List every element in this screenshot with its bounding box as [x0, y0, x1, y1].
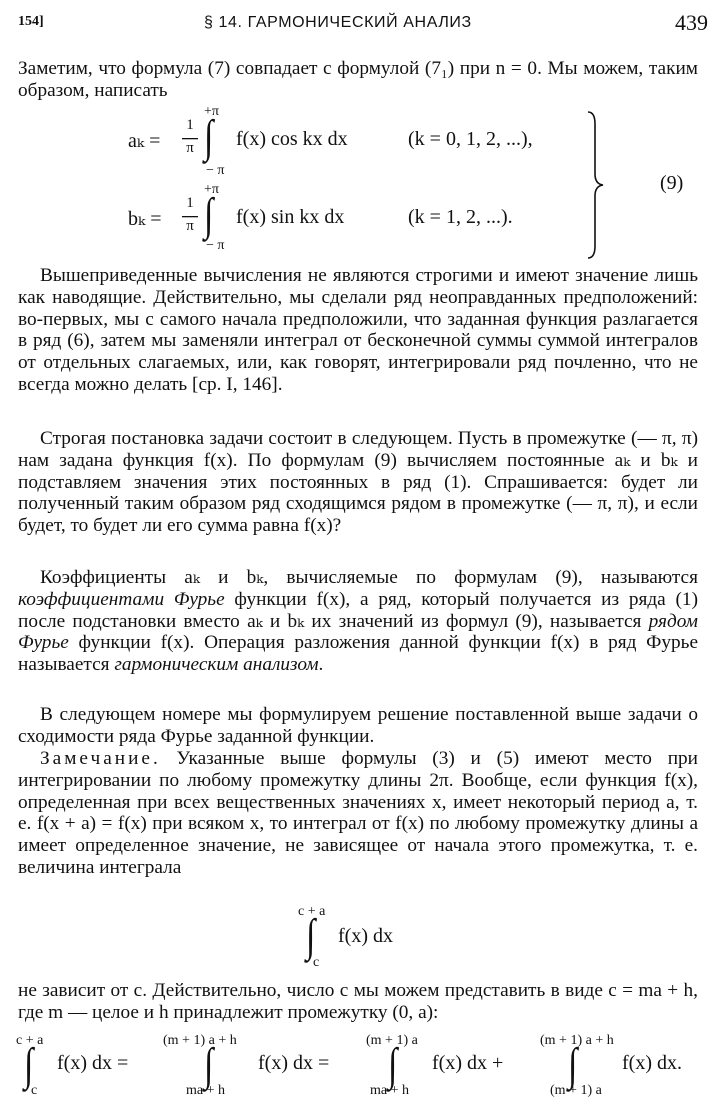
bk-integrand: f(x) sin kx dx	[236, 206, 345, 228]
def-text-3: функции f(x). Операция разложения данной функции f(x) в ряд Фурье называется	[18, 632, 698, 676]
remark-text: Указанные выше формулы (3) и (5) имеют место при интегрировании по любому промежутку длины 2π. Вообще, если функция f(x), определенная при всех вещественных значениях x, имеет некоторый период a, т. е. f(x + a) = f(x) при всяком x, то интеграл от f(x) по любому промежутку длины a имеет определенное значение, не зависящее от начала этого промежутка, т. е. величина интеграла	[18, 748, 698, 878]
paragraph-decomposition: не зависит от c. Действительно, число c мы можем представить в виде c = ma + h, где m — целое и h принадлежит промежутку (0, a):	[18, 980, 698, 1023]
single-integrand: f(x) dx	[338, 925, 393, 947]
i1-integral-sign: ∫	[24, 1040, 34, 1091]
ak-integral-sign: ∫	[204, 112, 214, 163]
i3-integral-sign: ∫	[388, 1040, 398, 1091]
bk-lower-limit: − π	[206, 238, 225, 253]
i3-lower-limit: ma + h	[370, 1083, 409, 1098]
ak-lower-limit: − π	[206, 163, 225, 178]
def-text-1: Коэффициенты aₖ и bₖ, вычисляемые по формулам (9), называются	[40, 567, 698, 588]
paragraph-problem: Строгая постановка задачи состоит в следующем. Пусть в промежутке (— π, π) нам задана функция f(x). По формулам (9) вычисляем постоянные aₖ и bₖ и подставляем значения этих постоянных в ряд (1). Спрашивается: будет ли полученный таким образом ряд сходящимся рядом в промежутке (— π, π), и если будет, то будет ли его сумма равна f(x)?	[18, 428, 698, 537]
i2-lower-limit: ma + h	[186, 1083, 225, 1098]
paragraph-intro: Заметим, что формула (7) совпадает с формулой (7₁) при n = 0. Мы можем, таким образом, написать	[18, 58, 698, 101]
paragraph-heuristic: Вышеприведенные вычисления не являются строгими и имеют значение лишь как наводящие. Действительно, мы сделали ряд неоправданных предположений: во-первых, мы с самого начала предположили, что заданная функция разлагается в ряд (6), затем мы заменяли интеграл от бесконечной суммы суммой интегралов от отдельных слагаемых, или, как говорят, интегрировали ряд почленно, что не всегда можно делать [ср. I, 146].	[18, 265, 698, 395]
i1-upper-limit: c + a	[16, 1033, 44, 1048]
i4-integral-sign: ∫	[568, 1040, 578, 1091]
ak-condition: (k = 0, 1, 2, ...),	[408, 128, 533, 150]
i3-integrand: f(x) dx +	[432, 1052, 504, 1074]
bk-integral-sign: ∫	[204, 190, 214, 241]
ak-lhs: aₖ =	[128, 130, 161, 152]
i2-integral-sign: ∫	[204, 1040, 214, 1091]
i4-upper-limit: (m + 1) a + h	[540, 1033, 614, 1048]
bk-frac-num: 1	[186, 195, 194, 211]
i2-upper-limit: (m + 1) a + h	[163, 1033, 237, 1048]
i1-integrand: f(x) dx =	[57, 1052, 129, 1074]
right-brace	[586, 110, 606, 260]
page-number: 439	[675, 10, 708, 35]
bk-frac-den: π	[186, 218, 194, 234]
remark-lead: Замечание.	[40, 748, 161, 769]
single-upper-limit: c + a	[298, 904, 326, 919]
equation-label: (9)	[660, 172, 684, 194]
bk-lhs: bₖ =	[128, 208, 162, 230]
term-fourier-series: рядом Фурье	[18, 610, 698, 654]
bk-upper-limit: +π	[204, 182, 219, 197]
i4-lower-limit: (m + 1) a	[550, 1083, 602, 1098]
def-text-4: .	[318, 654, 324, 676]
ak-integrand: f(x) cos kx dx	[236, 128, 348, 150]
term-fourier-coefficients: коэффициентами Фурье	[18, 588, 225, 610]
def-text-2: функции f(x), а ряд, который получается из ряда (1) после подстановки вместо aₖ и bₖ их значений из формул (9), называется	[18, 588, 698, 632]
i4-integrand: f(x) dx.	[622, 1052, 682, 1074]
paragraph-next-section: В следующем номере мы формулируем решение поставленной выше задачи о сходимости ряда Фурье заданной функции.	[18, 704, 698, 747]
single-integral-sign: ∫	[306, 911, 316, 962]
paragraph-definitions	[18, 567, 698, 676]
single-lower-limit: c	[313, 955, 320, 970]
paragraph-remark	[18, 748, 698, 879]
ak-upper-limit: +π	[204, 104, 219, 119]
i1-lower-limit: c	[31, 1083, 38, 1098]
ak-frac-den: π	[186, 140, 194, 156]
i2-integrand: f(x) dx =	[258, 1052, 330, 1074]
term-harmonic-analysis: гармоническим анализом	[114, 654, 319, 676]
bk-condition: (k = 1, 2, ...).	[408, 206, 513, 228]
running-title: § 14. ГАРМОНИЧЕСКИЙ АНАЛИЗ	[204, 14, 472, 31]
ak-frac-num: 1	[186, 117, 194, 133]
page-header	[18, 10, 708, 36]
section-number: 154]	[18, 14, 44, 29]
i3-upper-limit: (m + 1) a	[366, 1033, 418, 1048]
